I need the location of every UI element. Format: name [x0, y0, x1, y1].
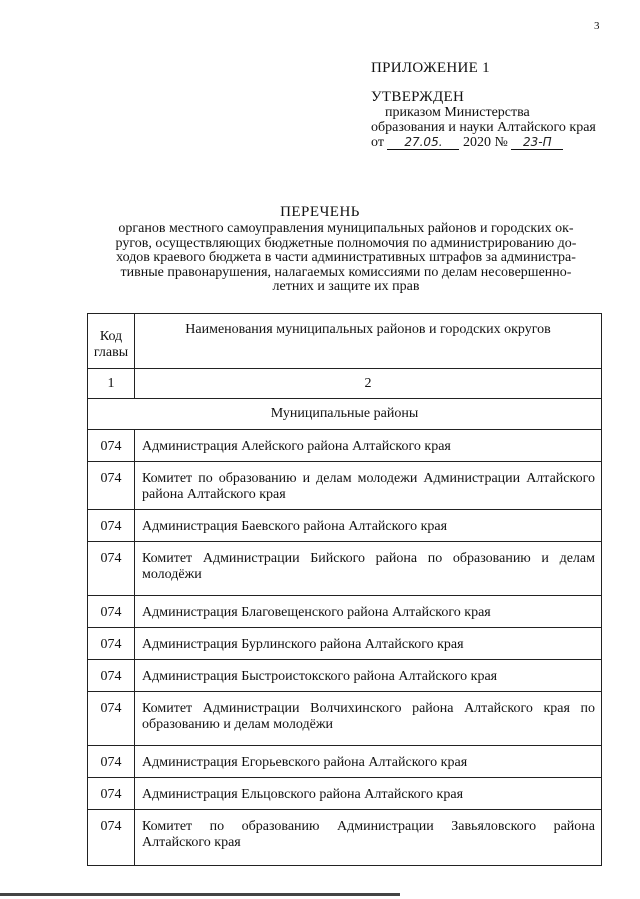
row-code: 074 — [88, 628, 135, 660]
section-title: Муниципальные районы — [88, 399, 602, 430]
row-code: 074 — [88, 462, 135, 510]
row-name: Администрация Алейского района Алтайского края — [135, 430, 602, 462]
column-number-row — [88, 369, 602, 399]
header-name: Наименования муниципальных районов и городских округов — [135, 314, 602, 369]
table-row — [88, 510, 602, 542]
row-name: Комитет Администрации Волчихинского района Алтайского края по образованию и делам молодёжи — [135, 692, 602, 746]
table-row — [88, 628, 602, 660]
subtitle-line: ругов, осуществляющих бюджетные полномочия по администрированию до- — [115, 235, 577, 251]
row-name: Комитет по образованию Администрации Завьяловского района Алтайского края — [135, 810, 602, 866]
table-row — [88, 746, 602, 778]
table-row — [88, 810, 602, 866]
section-row — [88, 399, 602, 430]
subtitle-line: ходов краевого бюджета в части административных штрафов за администра- — [116, 250, 576, 265]
handwritten-number: 23-П — [522, 135, 552, 149]
approved-heading: УТВЕРЖДЕН — [371, 89, 465, 105]
document-title: ПЕРЕЧЕНЬ — [280, 204, 360, 220]
row-name: Администрация Бурлинского района Алтайского края — [135, 628, 602, 660]
row-code: 074 — [88, 542, 135, 596]
districts-table — [87, 313, 602, 866]
row-name: Администрация Баевского района Алтайского края — [135, 510, 602, 542]
document-subtitle — [96, 222, 596, 295]
row-code: 074 — [88, 810, 135, 866]
approved-by-line-2: образования и науки Алтайского края — [371, 120, 596, 135]
row-code: 074 — [88, 692, 135, 746]
table-row — [88, 596, 602, 628]
page-number: 3 — [594, 20, 600, 32]
table-row — [88, 692, 602, 746]
row-name: Администрация Егорьевского района Алтайского края — [135, 746, 602, 778]
table-row — [88, 778, 602, 810]
approval-block — [371, 90, 596, 150]
number-label: № — [494, 135, 508, 150]
date-field — [387, 135, 459, 150]
row-code: 074 — [88, 778, 135, 810]
header-code: Код главы — [88, 314, 135, 369]
row-name: Комитет Администрации Бийского района по образованию и делам молодёжи — [135, 542, 602, 596]
row-code: 074 — [88, 746, 135, 778]
annex-title: ПРИЛОЖЕНИЕ 1 — [371, 60, 490, 76]
handwritten-date: 27.05. — [404, 135, 443, 149]
table-row — [88, 660, 602, 692]
column-number-1: 1 — [88, 369, 135, 399]
table-row — [88, 542, 602, 596]
column-number-2: 2 — [135, 369, 602, 399]
table-row — [88, 462, 602, 510]
subtitle-line: органов местного самоуправления муниципальных районов и городских ок- — [118, 221, 574, 236]
row-code: 074 — [88, 660, 135, 692]
row-name: Комитет по образованию и делам молодежи Администрации Алтайского района Алтайского края — [135, 462, 602, 510]
row-name: Администрация Быстроистокского района Алтайского края — [135, 660, 602, 692]
approved-by-line-1: приказом Министерства — [385, 105, 530, 120]
subtitle-line: летних и защите их прав — [272, 279, 420, 294]
table-row — [88, 430, 602, 462]
row-code: 074 — [88, 596, 135, 628]
row-name: Администрация Ельцовского района Алтайского края — [135, 778, 602, 810]
scan-bottom-edge — [0, 893, 400, 896]
number-field — [511, 135, 563, 150]
subtitle-line: тивные правонарушения, налагаемых комиссиями по делам несовершенно- — [120, 264, 572, 280]
order-date-line — [371, 135, 596, 150]
row-name: Администрация Благовещенского района Алтайского края — [135, 596, 602, 628]
row-code: 074 — [88, 430, 135, 462]
row-code: 074 — [88, 510, 135, 542]
table-header-row — [88, 314, 602, 369]
order-year: 2020 — [462, 135, 491, 150]
from-label: от — [371, 135, 384, 150]
